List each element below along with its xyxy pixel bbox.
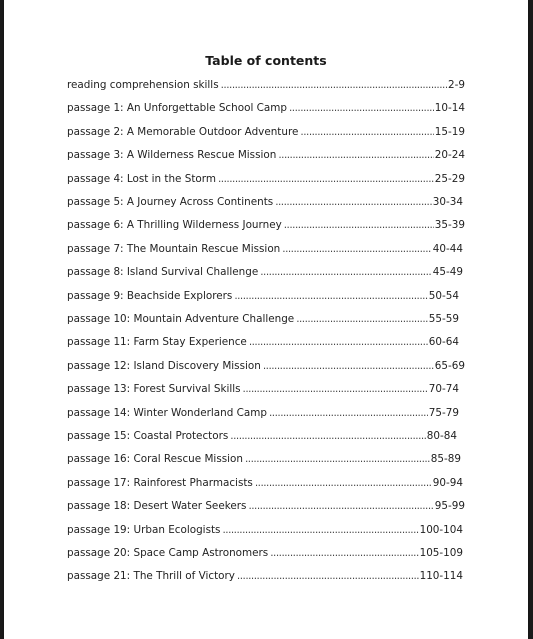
toc-leader-dots bbox=[284, 219, 434, 231]
toc-entry-pages: 70-74 bbox=[428, 383, 459, 396]
toc-entry-pages: 30-34 bbox=[432, 196, 463, 208]
toc-entry-label: passage 11: Farm Stay Experience bbox=[67, 336, 247, 349]
toc-entry bbox=[67, 79, 465, 91]
toc-entry-label: passage 10: Mountain Adventure Challenge bbox=[67, 313, 295, 325]
toc-leader-dots bbox=[234, 290, 427, 302]
toc-entry bbox=[67, 102, 465, 114]
toc-leader-dots bbox=[245, 453, 430, 465]
toc-leader-dots bbox=[243, 383, 428, 395]
toc-entry bbox=[67, 430, 457, 442]
toc-entry-pages: 75-79 bbox=[428, 406, 459, 419]
toc-entry-label: passage 15: Coastal Protectors bbox=[67, 430, 229, 442]
page-title: Table of contents bbox=[205, 53, 327, 68]
toc-entry bbox=[67, 126, 465, 138]
toc-entry bbox=[67, 266, 463, 278]
toc-entry-label: passage 3: A Wilderness Rescue Mission bbox=[67, 149, 277, 162]
toc-entry-label: passage 7: The Mountain Rescue Mission bbox=[67, 242, 281, 255]
toc-entry bbox=[67, 360, 465, 372]
toc-leader-dots bbox=[282, 243, 432, 255]
toc-entry bbox=[67, 383, 459, 395]
toc-leader-dots bbox=[222, 524, 418, 536]
toc-leader-dots bbox=[230, 430, 426, 442]
toc-entry-label: passage 4: Lost in the Storm bbox=[67, 172, 216, 185]
toc-entry bbox=[67, 336, 459, 348]
toc-entry-label: passage 1: An Unforgettable School Camp bbox=[67, 102, 287, 115]
toc-leader-dots bbox=[289, 102, 434, 114]
toc-entry-pages: 65-69 bbox=[434, 359, 465, 372]
toc-entry bbox=[67, 500, 465, 512]
toc-entry bbox=[67, 149, 465, 161]
toc-entry-label: passage 20: Space Camp Astronomers bbox=[67, 547, 269, 559]
toc-entry-label: passage 19: Urban Ecologists bbox=[67, 523, 221, 536]
document-page bbox=[4, 0, 528, 639]
toc-entry bbox=[67, 290, 459, 302]
toc-entry bbox=[67, 570, 463, 582]
toc-entry bbox=[67, 173, 465, 185]
toc-entry-pages: 25-29 bbox=[434, 172, 465, 185]
toc-entry-label: passage 12: Island Discovery Mission bbox=[67, 359, 261, 372]
toc-leader-dots bbox=[249, 336, 428, 348]
toc-leader-dots bbox=[255, 477, 432, 489]
toc-entry-pages: 110-114 bbox=[419, 570, 463, 583]
toc-entry-pages: 20-24 bbox=[434, 149, 465, 162]
toc-entry bbox=[67, 407, 459, 419]
toc-entry-label: reading comprehension skills bbox=[67, 79, 219, 91]
toc-leader-dots bbox=[270, 547, 418, 559]
toc-entry-label: passage 21: The Thrill of Victory bbox=[67, 570, 235, 583]
toc-entry-label: passage 16: Coral Rescue Mission bbox=[67, 453, 243, 466]
toc-leader-dots bbox=[278, 149, 433, 161]
toc-entry-label: passage 8: Island Survival Challenge bbox=[67, 266, 259, 279]
toc-entry-label: passage 9: Beachside Explorers bbox=[67, 289, 233, 302]
toc-entry bbox=[67, 547, 463, 559]
toc-entry-pages: 100-104 bbox=[419, 523, 463, 536]
toc-entry bbox=[67, 219, 465, 231]
toc-entry-label: passage 14: Winter Wonderland Camp bbox=[67, 406, 267, 419]
toc-entry-label: passage 13: Forest Survival Skills bbox=[67, 383, 241, 396]
toc-entry bbox=[67, 524, 463, 536]
toc-leader-dots bbox=[296, 313, 428, 325]
toc-entry-label: passage 17: Rainforest Pharmacists bbox=[67, 476, 253, 489]
toc-entry-pages: 15-19 bbox=[434, 125, 465, 138]
toc-leader-dots bbox=[237, 570, 419, 582]
toc-entry bbox=[67, 313, 459, 325]
toc-entry-label: passage 2: A Memorable Outdoor Adventure bbox=[67, 125, 299, 138]
toc-entry-pages: 10-14 bbox=[434, 102, 465, 115]
toc-entry bbox=[67, 243, 463, 255]
toc-entry-pages: 45-49 bbox=[432, 266, 463, 279]
toc-entry-pages: 80-84 bbox=[426, 430, 457, 442]
toc-entry-pages: 40-44 bbox=[432, 242, 463, 255]
toc-entry-pages: 105-109 bbox=[419, 547, 463, 559]
toc-entry-pages: 50-54 bbox=[428, 289, 459, 302]
toc-entry-pages: 90-94 bbox=[432, 476, 463, 489]
toc-entry-pages: 55-59 bbox=[428, 313, 459, 325]
toc-entry bbox=[67, 477, 463, 489]
toc-entry-pages: 85-89 bbox=[430, 453, 461, 466]
toc-entry bbox=[67, 196, 463, 208]
toc-entry bbox=[67, 453, 461, 465]
toc-leader-dots bbox=[218, 173, 434, 185]
toc-entry-label: passage 18: Desert Water Seekers bbox=[67, 500, 247, 513]
toc-leader-dots bbox=[248, 500, 433, 512]
toc-leader-dots bbox=[269, 407, 428, 419]
toc-entry-pages: 95-99 bbox=[434, 500, 465, 513]
toc-entry-pages: 60-64 bbox=[428, 336, 459, 349]
toc-leader-dots bbox=[221, 79, 447, 91]
toc-entry-label: passage 6: A Thrilling Wilderness Journey bbox=[67, 219, 282, 232]
toc-leader-dots bbox=[260, 266, 432, 278]
toc-leader-dots bbox=[275, 196, 432, 208]
toc-leader-dots bbox=[263, 360, 434, 372]
toc-leader-dots bbox=[300, 126, 433, 138]
toc-entry-pages: 2-9 bbox=[448, 79, 465, 91]
toc-entry-pages: 35-39 bbox=[434, 219, 465, 232]
toc-entry-label: passage 5: A Journey Across Continents bbox=[67, 196, 274, 208]
